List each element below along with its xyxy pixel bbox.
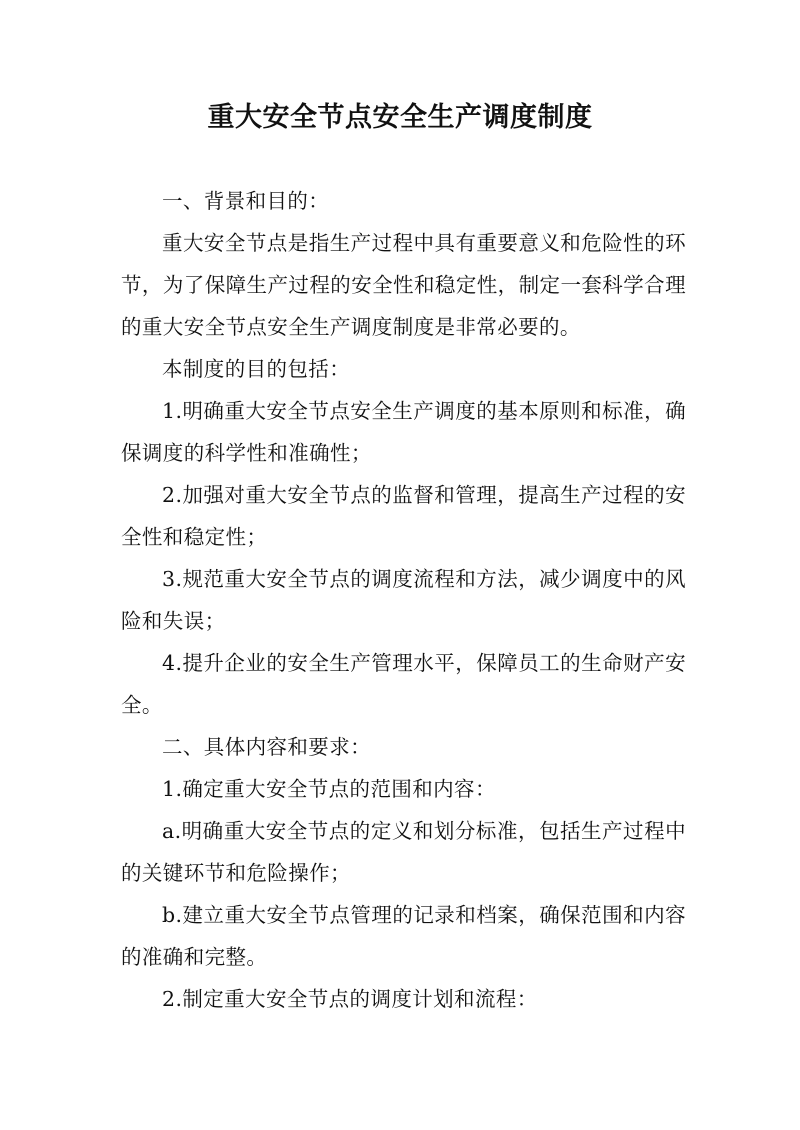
section-heading-background: 一、背景和目的： (162, 189, 330, 213)
section-heading-content: 二、具体内容和要求： (162, 735, 371, 759)
purpose-item-4: 4.提升企业的安全生产管理水平，保障员工的生命财产安全。 (121, 651, 686, 717)
document-body (121, 180, 686, 1020)
document-title: 重大安全节点安全生产调度制度 (207, 102, 593, 133)
purpose-item-2: 2.加强对重大安全节点的监督和管理，提高生产过程的安全性和稳定性； (121, 483, 686, 549)
paragraph-definition: 重大安全节点是指生产过程中具有重要意义和危险性的环节，为了保障生产过程的安全性和稳定性，制定一套科学合理的重大安全节点安全生产调度制度是非常必要的。 (121, 231, 686, 339)
content-item-1: 1.确定重大安全节点的范围和内容： (162, 777, 496, 801)
content-item-1a: a.明确重大安全节点的定义和划分标准，包括生产过程中的关键环节和危险操作； (121, 819, 686, 885)
content-item-2: 2.制定重大安全节点的调度计划和流程： (162, 987, 538, 1011)
content-item-1b: b.建立重大安全节点管理的记录和档案，确保范围和内容的准确和完整。 (121, 903, 686, 969)
purpose-item-1: 1.明确重大安全节点安全生产调度的基本原则和标准，确保调度的科学性和准确性； (121, 399, 686, 465)
purpose-item-3: 3.规范重大安全节点的调度流程和方法，减少调度中的风险和失误； (121, 567, 686, 633)
paragraph-purpose-intro: 本制度的目的包括： (162, 357, 351, 381)
